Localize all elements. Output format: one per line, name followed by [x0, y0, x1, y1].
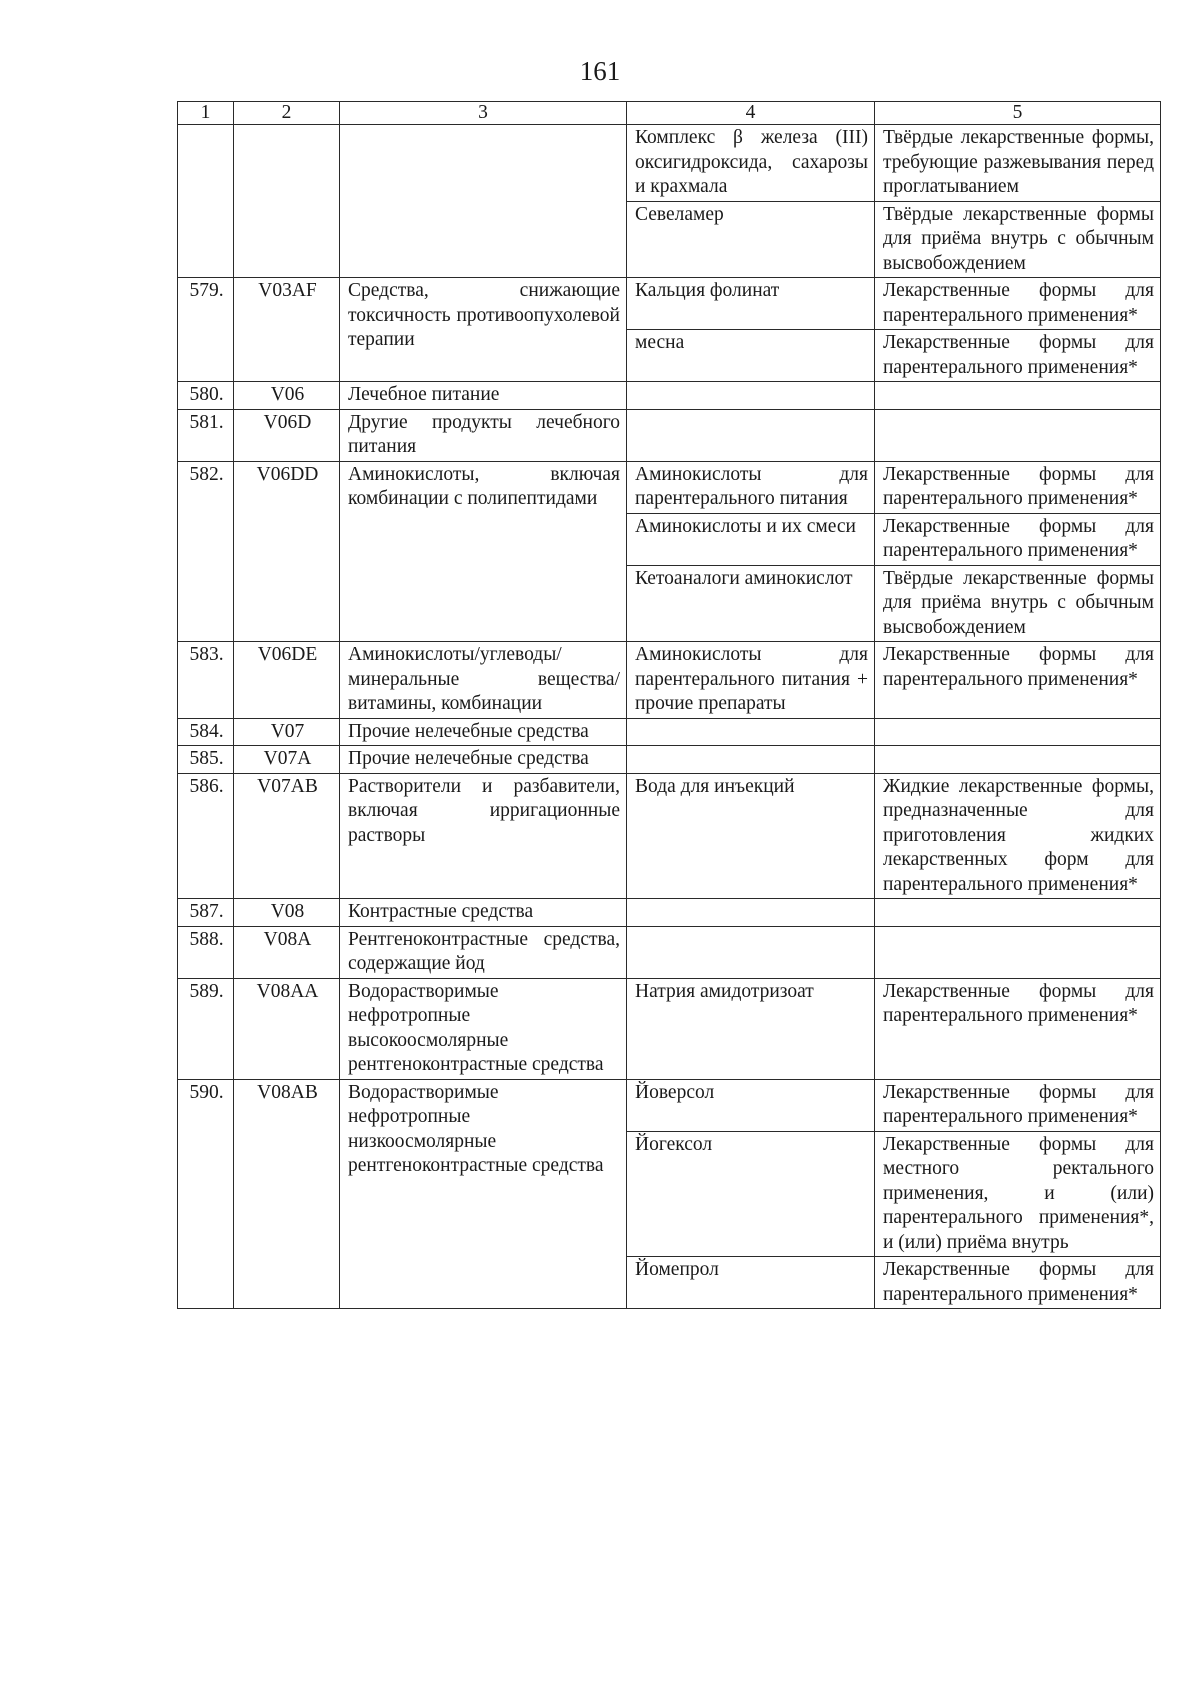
atc-group-cell: Контрастные средства [340, 899, 627, 927]
table-body [178, 125, 1161, 1309]
drug-name-cell: Севеламер [627, 201, 875, 278]
atc-group-cell: Водорастворимые нефротропные высокоосмолярные рентгеноконтрастные средства [340, 978, 627, 1079]
dosage-form-cell [875, 409, 1161, 461]
drug-name-cell [627, 926, 875, 978]
col-header-1: 1 [178, 102, 234, 125]
atc-group-cell: Лечебное питание [340, 382, 627, 410]
atc-code-cell: V08A [234, 926, 340, 978]
table-row [178, 773, 1161, 899]
dosage-form-cell [875, 746, 1161, 774]
col-header-4: 4 [627, 102, 875, 125]
dosage-form-cell: Лекарственные формы для местного ректального применения, и (или) парентерального применения*, и (или) приёма внутрь [875, 1131, 1161, 1257]
dosage-form-cell: Твёрдые лекарственные формы для приёма внутрь с обычным высвобождением [875, 565, 1161, 642]
atc-code-cell: V08AB [234, 1079, 340, 1309]
col-header-3: 3 [340, 102, 627, 125]
atc-group-cell: Прочие нелечебные средства [340, 746, 627, 774]
drug-name-cell: Йоверсол [627, 1079, 875, 1131]
atc-code-cell: V08AA [234, 978, 340, 1079]
dosage-form-cell: Лекарственные формы для парентерального применения* [875, 330, 1161, 382]
drug-name-cell [627, 718, 875, 746]
drug-name-cell: Йомепрол [627, 1257, 875, 1309]
drug-name-cell: Кетоаналоги аминокислот [627, 565, 875, 642]
dosage-form-cell: Лекарственные формы для парентерального применения* [875, 642, 1161, 719]
row-number-cell [178, 125, 234, 278]
drug-name-cell: Комплекс β железа (III) оксигидроксида, сахарозы и крахмала [627, 125, 875, 202]
atc-group-cell: Водорастворимые нефротропные низкоосмолярные рентгеноконтрастные средства [340, 1079, 627, 1309]
atc-code-cell: V06D [234, 409, 340, 461]
table-row [178, 1079, 1161, 1131]
table-row [178, 461, 1161, 513]
dosage-form-cell: Лекарственные формы для парентерального применения* [875, 1257, 1161, 1309]
atc-code-cell [234, 125, 340, 278]
atc-group-cell: Рентгеноконтрастные средства, содержащие йод [340, 926, 627, 978]
dosage-form-cell: Лекарственные формы для парентерального применения* [875, 513, 1161, 565]
dosage-form-cell [875, 926, 1161, 978]
dosage-form-cell: Лекарственные формы для парентерального применения* [875, 461, 1161, 513]
drug-name-cell: Аминокислоты для парентерального питания [627, 461, 875, 513]
drug-name-cell: Вода для инъекций [627, 773, 875, 899]
atc-code-cell: V08 [234, 899, 340, 927]
dosage-form-cell [875, 718, 1161, 746]
row-number-cell: 585. [178, 746, 234, 774]
table-row [178, 382, 1161, 410]
table-row [178, 125, 1161, 202]
drug-name-cell: Натрия амидотризоат [627, 978, 875, 1079]
atc-group-cell: Средства, снижающие токсичность противоопухолевой терапии [340, 278, 627, 382]
table-row [178, 746, 1161, 774]
table-row [178, 718, 1161, 746]
drug-name-cell [627, 899, 875, 927]
atc-group-cell: Аминокислоты, включая комбинации с полипептидами [340, 461, 627, 642]
atc-code-cell: V03AF [234, 278, 340, 382]
row-number-cell: 582. [178, 461, 234, 642]
drug-table [177, 101, 1161, 1309]
row-number-cell: 584. [178, 718, 234, 746]
table-row [178, 978, 1161, 1079]
atc-group-cell: Прочие нелечебные средства [340, 718, 627, 746]
table-row [178, 899, 1161, 927]
atc-group-cell: Другие продукты лечебного питания [340, 409, 627, 461]
row-number-cell: 589. [178, 978, 234, 1079]
atc-code-cell: V06DD [234, 461, 340, 642]
drug-name-cell: Йогексол [627, 1131, 875, 1257]
row-number-cell: 587. [178, 899, 234, 927]
row-number-cell: 579. [178, 278, 234, 382]
dosage-form-cell [875, 899, 1161, 927]
dosage-form-cell: Твёрдые лекарственные формы, требующие разжевывания перед проглатыванием [875, 125, 1161, 202]
dosage-form-cell: Жидкие лекарственные формы, предназначенные для приготовления жидких лекарственных форм для парентерального применения* [875, 773, 1161, 899]
drug-name-cell [627, 409, 875, 461]
row-number-cell: 586. [178, 773, 234, 899]
dosage-form-cell: Лекарственные формы для парентерального применения* [875, 278, 1161, 330]
drug-name-cell: месна [627, 330, 875, 382]
atc-code-cell: V06 [234, 382, 340, 410]
table-row [178, 642, 1161, 719]
drug-name-cell [627, 382, 875, 410]
atc-group-cell: Аминокислоты/углеводы/ минеральные вещества/витамины, комбинации [340, 642, 627, 719]
row-number-cell: 588. [178, 926, 234, 978]
table-row [178, 409, 1161, 461]
row-number-cell: 581. [178, 409, 234, 461]
table-row [178, 926, 1161, 978]
row-number-cell: 590. [178, 1079, 234, 1309]
atc-code-cell: V07A [234, 746, 340, 774]
atc-group-cell: Растворители и разбавители, включая ирригационные растворы [340, 773, 627, 899]
col-header-2: 2 [234, 102, 340, 125]
table-row [178, 278, 1161, 330]
drug-name-cell: Аминокислоты и их смеси [627, 513, 875, 565]
dosage-form-cell: Твёрдые лекарственные формы для приёма внутрь с обычным высвобождением [875, 201, 1161, 278]
page-number: 161 [579, 56, 621, 86]
drug-name-cell: Кальция фолинат [627, 278, 875, 330]
atc-code-cell: V06DE [234, 642, 340, 719]
atc-group-cell [340, 125, 627, 278]
dosage-form-cell: Лекарственные формы для парентерального применения* [875, 1079, 1161, 1131]
dosage-form-cell: Лекарственные формы для парентерального применения* [875, 978, 1161, 1079]
row-number-cell: 580. [178, 382, 234, 410]
drug-name-cell: Аминокислоты для парентерального питания + прочие препараты [627, 642, 875, 719]
header-row [178, 102, 1161, 125]
col-header-5: 5 [875, 102, 1161, 125]
atc-code-cell: V07 [234, 718, 340, 746]
atc-code-cell: V07AB [234, 773, 340, 899]
drug-name-cell [627, 746, 875, 774]
row-number-cell: 583. [178, 642, 234, 719]
dosage-form-cell [875, 382, 1161, 410]
